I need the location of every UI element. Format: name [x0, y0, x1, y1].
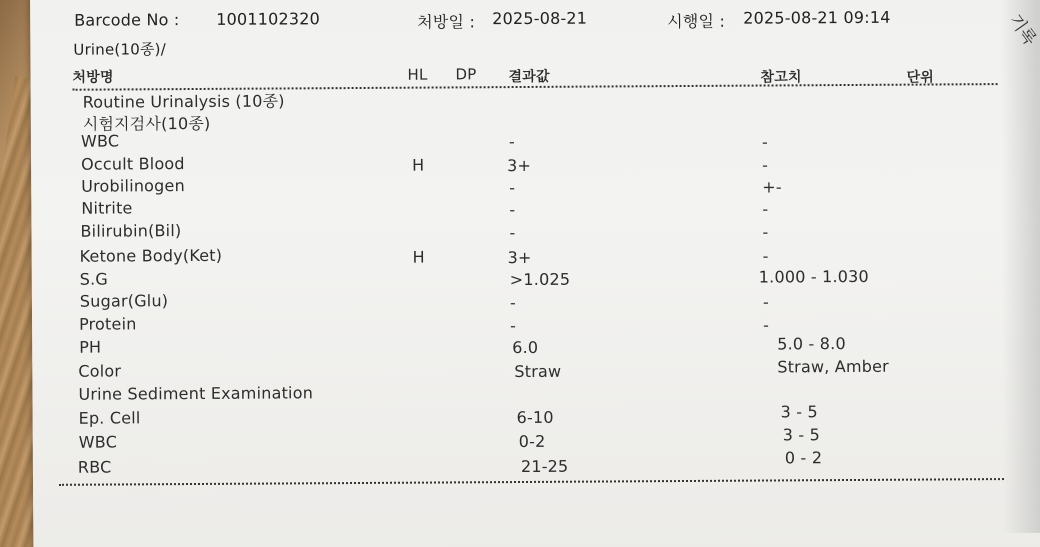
paper-shadow-edge: [1000, 0, 1040, 533]
row-result: Straw: [514, 361, 562, 382]
row-name: 시험지검사(10종): [82, 113, 211, 134]
column-unit-header: 단위: [906, 69, 935, 86]
row-name: Bilirubin(Bil): [80, 221, 182, 241]
row-reference: +-: [762, 177, 782, 197]
row-name: Nitrite: [81, 198, 133, 218]
row-reference: 3 - 5: [780, 402, 818, 422]
prescription-date-label: 처방일 :: [417, 12, 476, 32]
row-reference: 5.0 - 8.0: [777, 334, 846, 354]
row-result: -: [508, 132, 515, 152]
row-name: Urine Sediment Examination: [78, 383, 314, 404]
row-result: 6.0: [512, 337, 539, 358]
row-result: >1.025: [509, 269, 571, 290]
row-reference: -: [762, 155, 769, 175]
row-name: Ketone Body(Ket): [79, 245, 223, 266]
barcode-value: 1001102320: [216, 9, 321, 29]
row-reference: 1.000 - 1.030: [758, 266, 869, 287]
row-name: WBC: [80, 131, 120, 151]
column-dp-header: DP: [455, 65, 477, 84]
column-name-header: 처방명: [72, 69, 114, 86]
row-name: WBC: [78, 432, 118, 452]
row-name: S.G: [79, 269, 109, 289]
row-name: Occult Blood: [80, 154, 185, 174]
exec-date: 2025-08-21 09:14: [743, 7, 891, 28]
row-reference: -: [761, 132, 768, 152]
row-result: 0-2: [518, 431, 546, 452]
row-reference: -: [762, 292, 769, 312]
row-reference: 0 - 2: [784, 448, 823, 468]
row-result: -: [509, 316, 517, 336]
row-name: Urobilinogen: [81, 176, 185, 196]
row-name: RBC: [77, 457, 112, 477]
lab-report-paper: [30, 0, 1040, 547]
row-reference: -: [762, 222, 769, 242]
prescription-date: 2025-08-21: [492, 8, 588, 29]
column-reference-header: 참고치: [760, 69, 802, 86]
row-result: -: [509, 293, 516, 313]
barcode-label: Barcode No :: [74, 10, 180, 30]
row-reference: -: [762, 199, 769, 219]
column-hl-header: HL: [407, 65, 428, 84]
row-result: 3+: [507, 155, 532, 176]
exec-date-label: 시행일 :: [667, 11, 726, 32]
row-reference: -: [762, 315, 770, 335]
row-reference: -: [762, 246, 769, 266]
row-name: PH: [79, 337, 102, 357]
footer-divider: [59, 478, 1004, 486]
row-name: Ep. Cell: [78, 408, 141, 428]
row-result: 6-10: [516, 407, 554, 428]
panel-title: Urine(10종)/: [73, 40, 167, 59]
corner-fragment-text: 기록: [1004, 10, 1040, 50]
column-result-header: 결과값: [508, 68, 550, 86]
row-result: -: [509, 178, 516, 198]
row-result: 21-25: [520, 456, 569, 477]
row-reference: 3 - 5: [782, 425, 821, 445]
row-name: Routine Urinalysis (10종): [82, 91, 285, 112]
row-name: Color: [78, 361, 122, 381]
row-reference: Straw, Amber: [777, 356, 889, 377]
row-flag: H: [412, 247, 425, 267]
row-name: Sugar(Glu): [79, 291, 169, 311]
row-result: -: [509, 223, 516, 243]
row-name: Protein: [78, 314, 137, 334]
row-result: 3+: [507, 247, 532, 268]
row-result: -: [509, 200, 516, 220]
row-flag: H: [412, 155, 425, 175]
